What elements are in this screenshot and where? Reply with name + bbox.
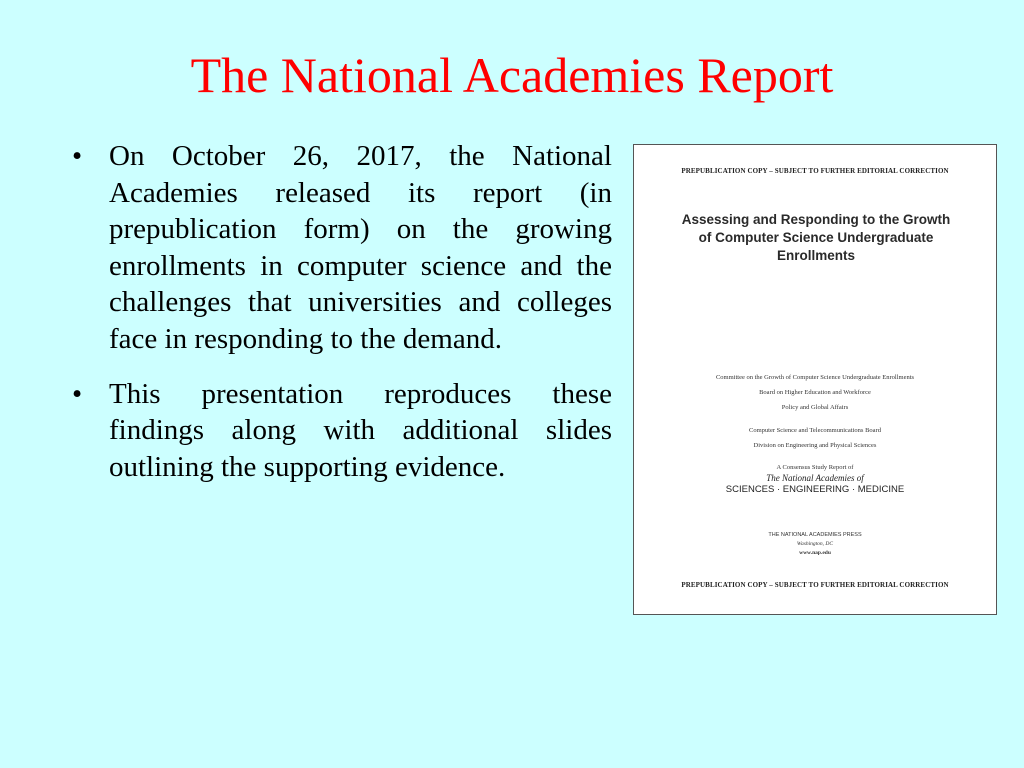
- bullet-dot-icon: •: [72, 377, 83, 410]
- cover-banner-bottom: PREPUBLICATION COPY – SUBJECT TO FURTHER EDITORIAL CORRECTION: [681, 581, 949, 589]
- cover-board-3: Computer Science and Telecommunications Board: [749, 427, 881, 434]
- slide-title: The National Academies Report: [190, 47, 834, 103]
- bullet-item-2: [72, 376, 612, 486]
- cover-city: Washington, DC: [796, 541, 834, 547]
- cover-report-title: Assessing and Responding to the Growth of Computer Science Undergraduate Enrollments: [681, 212, 951, 263]
- cover-board-1: Board on Higher Education and Workforce: [759, 389, 871, 396]
- cover-division: Division on Engineering and Physical Sciences: [753, 442, 877, 449]
- bullet-text-1: On October 26, 2017, the National Academies released its report (in prepublication form) on the growing enrollments in computer science and the challenges that universities and colleges face in responding to the demand.: [109, 140, 612, 355]
- cover-consensus: A Consensus Study Report of: [776, 464, 854, 471]
- cover-committee: Committee on the Growth of Computer Science Undergraduate Enrollments: [715, 374, 915, 381]
- bullet-dot-icon: •: [72, 140, 83, 172]
- cover-org-fields: SCIENCES · ENGINEERING · MEDICINE: [725, 484, 905, 495]
- cover-banner-top: PREPUBLICATION COPY – SUBJECT TO FURTHER EDITORIAL CORRECTION: [681, 167, 949, 175]
- report-cover-image: [633, 144, 997, 615]
- bullet-list: [72, 138, 612, 503]
- cover-org-name: The National Academies of: [766, 473, 864, 483]
- cover-url: www.nap.edu: [799, 550, 831, 556]
- cover-press: THE NATIONAL ACADEMIES PRESS: [768, 532, 862, 538]
- cover-board-2: Policy and Global Affairs: [781, 404, 849, 411]
- bullet-text-2: This presentation reproduces these findings along with additional slides outlining the supporting evidence.: [109, 377, 612, 483]
- bullet-item-1: [72, 138, 612, 358]
